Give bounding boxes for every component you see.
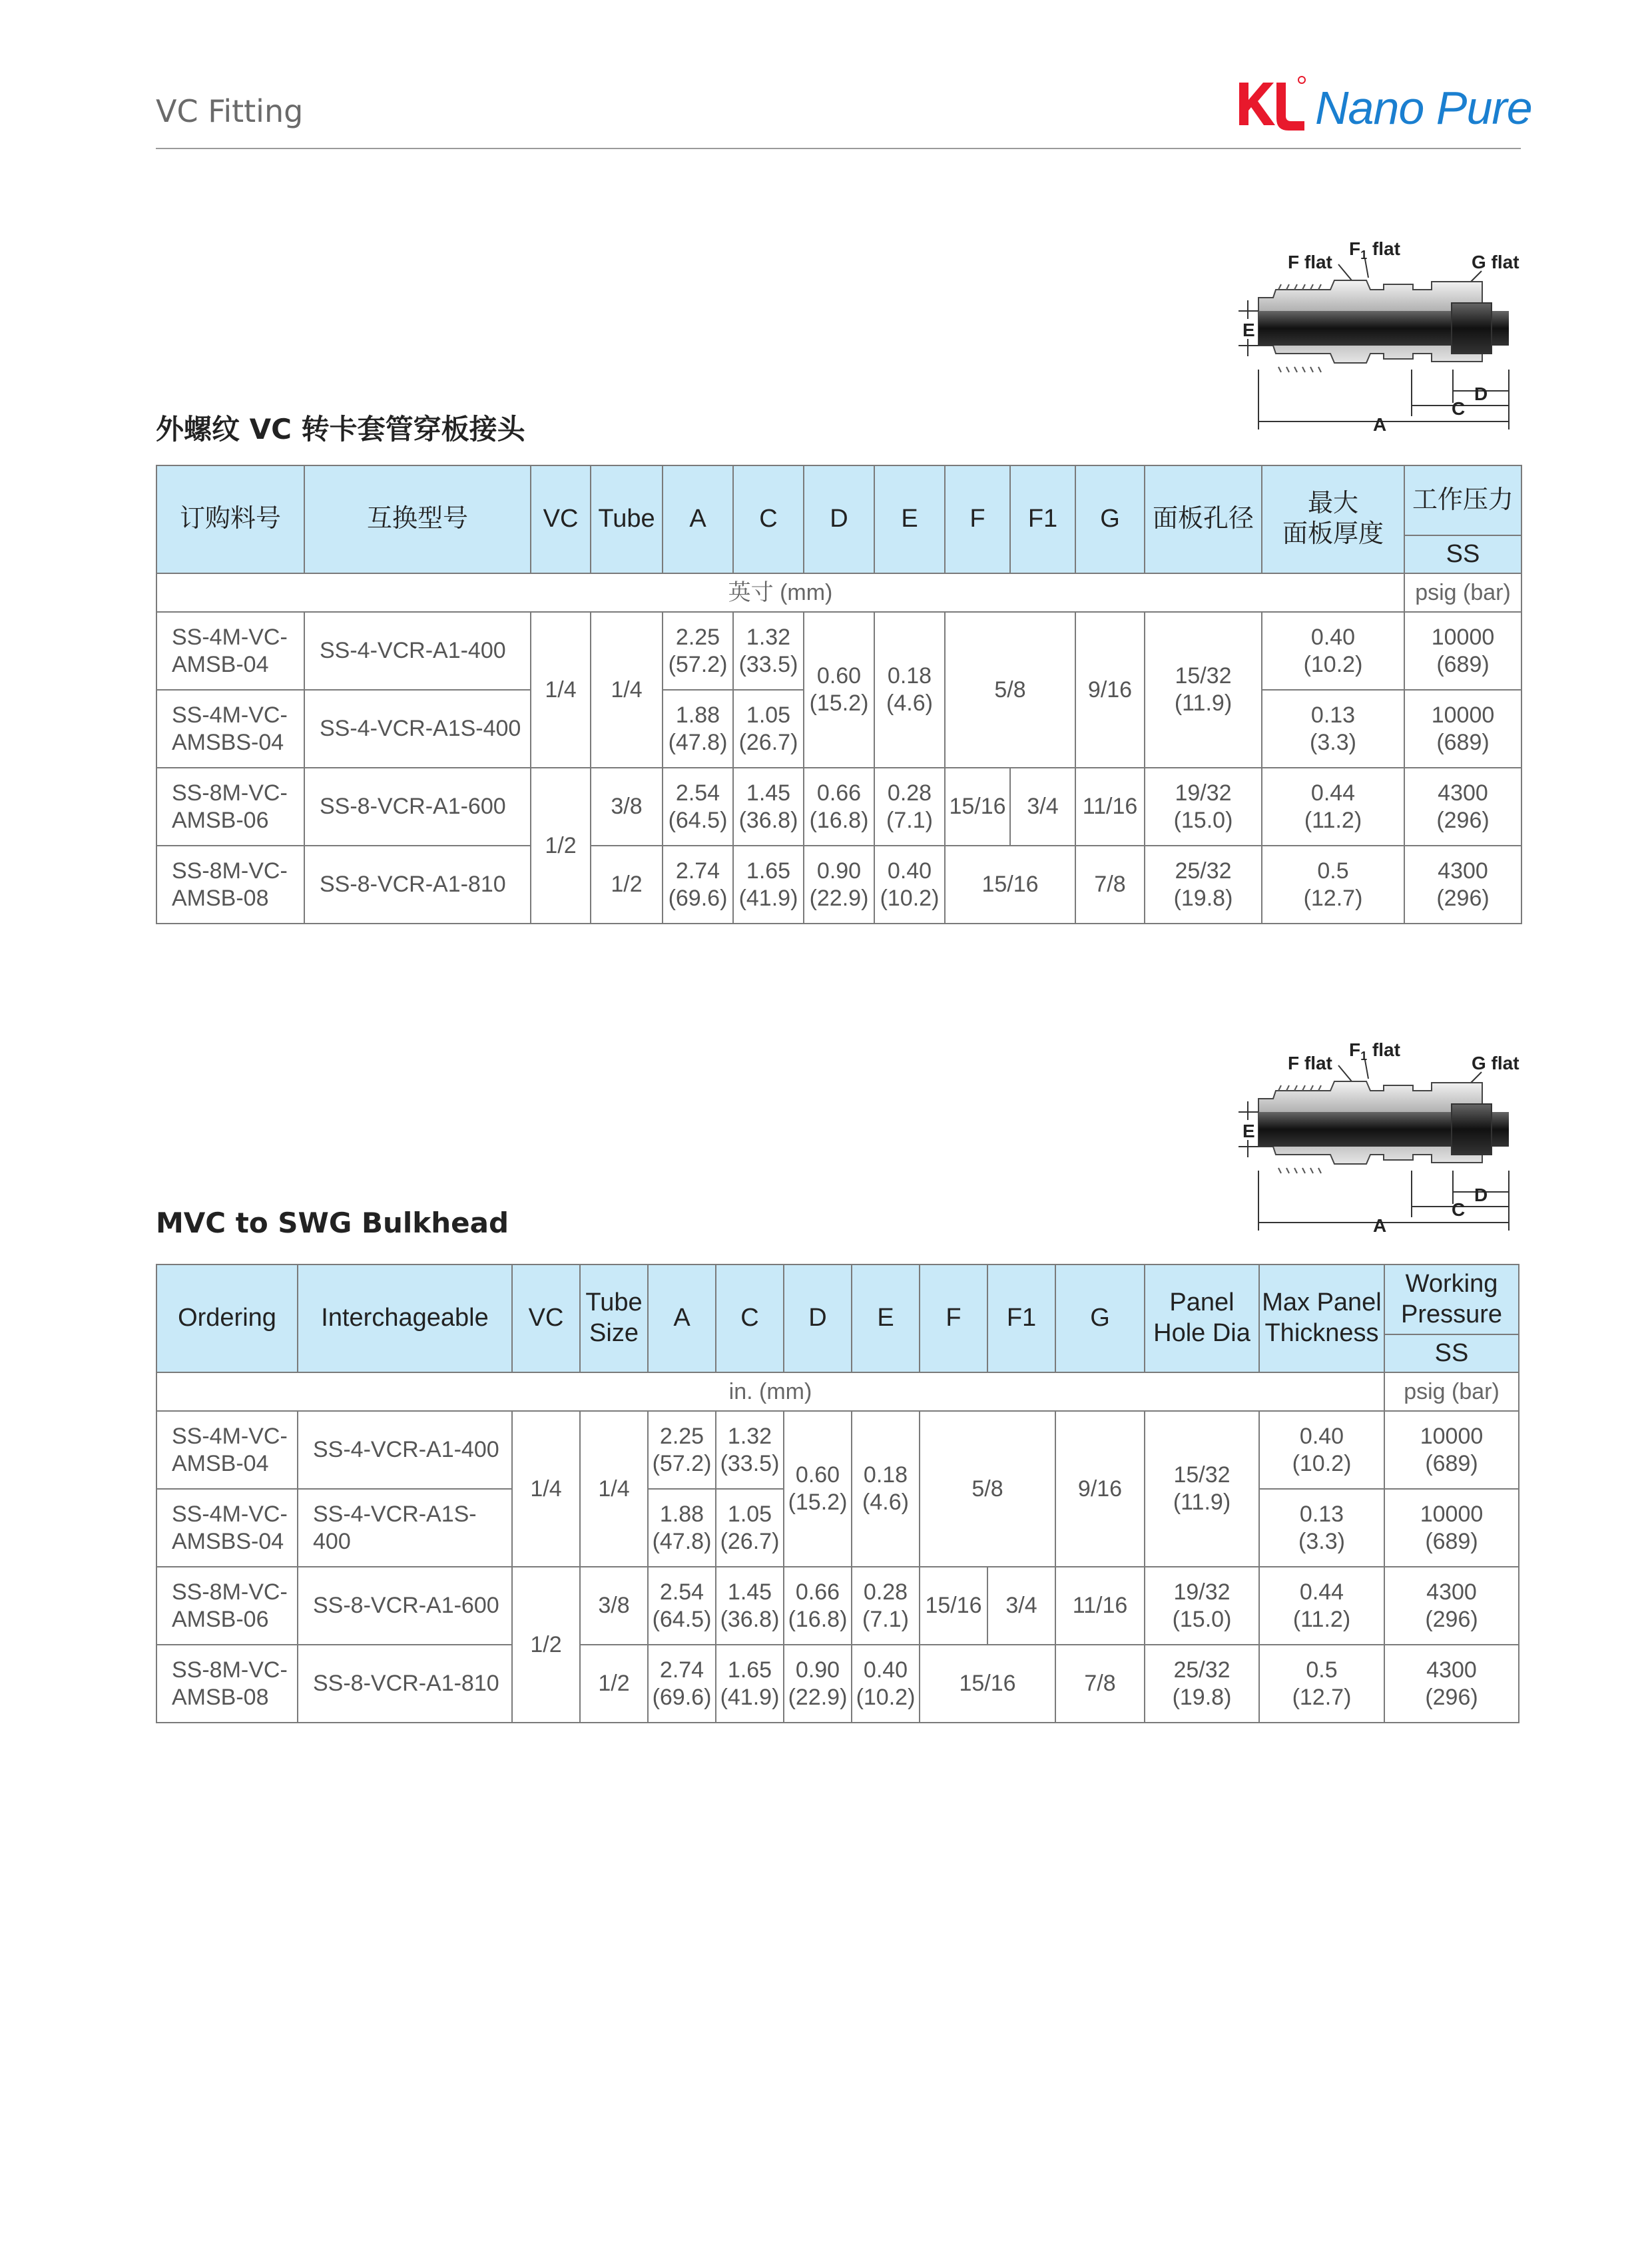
- e-dim-label: E: [1242, 320, 1255, 340]
- col-c: C: [733, 465, 804, 573]
- g-flat-label: G flat: [1472, 1053, 1519, 1073]
- unit-pressure: psig (bar): [1404, 573, 1521, 612]
- col-g: G: [1055, 1264, 1145, 1372]
- col-a: A: [663, 465, 733, 573]
- table-cell: SS-4-VCR-A1-400: [298, 1411, 512, 1489]
- fitting-diagram-1: [1219, 236, 1531, 433]
- table-cell: SS-8M-VC- AMSB-08: [156, 1645, 298, 1723]
- col-c: C: [716, 1264, 784, 1372]
- table-cell: 0.28 (7.1): [874, 768, 945, 846]
- table-cell: 1/4: [512, 1411, 580, 1567]
- table-cell: 1/4: [531, 612, 591, 768]
- col-f: F: [945, 465, 1010, 573]
- col-ss: SS: [1384, 1334, 1519, 1372]
- table-cell: 0.40 (10.2): [1259, 1411, 1384, 1489]
- table-cell: 0.18 (4.6): [852, 1411, 920, 1567]
- spec-table-cn: [156, 465, 1522, 924]
- table-cell: 1.65 (41.9): [716, 1645, 784, 1723]
- col-panel-hole: 面板孔径: [1145, 465, 1262, 573]
- col-working-pressure: Working Pressure: [1384, 1264, 1519, 1334]
- col-ss: SS: [1404, 535, 1521, 573]
- table-cell: 0.66 (16.8): [804, 768, 874, 846]
- table-cell: 4300 (296): [1404, 846, 1521, 924]
- table-cell: 0.5 (12.7): [1259, 1645, 1384, 1723]
- table-cell: 0.40 (10.2): [1262, 612, 1404, 690]
- table-row: [156, 846, 1521, 924]
- col-vc: VC: [512, 1264, 580, 1372]
- table-row: [156, 1411, 1519, 1489]
- table-row: [156, 612, 1521, 690]
- table-cell: 1.45 (36.8): [733, 768, 804, 846]
- table-cell: 15/16: [920, 1645, 1055, 1723]
- table-cell: 1.88 (47.8): [663, 690, 733, 768]
- table-cell: 0.60 (15.2): [784, 1411, 852, 1567]
- table-cell: 0.90 (22.9): [784, 1645, 852, 1723]
- header-divider: [156, 148, 1521, 149]
- table-cell: 15/16: [945, 846, 1075, 924]
- table-cell: 1.45 (36.8): [716, 1567, 784, 1645]
- table-cell: SS-8M-VC- AMSB-06: [156, 1567, 298, 1645]
- table-cell: 3/8: [580, 1567, 648, 1645]
- table-row: [156, 465, 1521, 535]
- table-row: [156, 1645, 1519, 1723]
- e-dim-label: E: [1242, 1121, 1255, 1141]
- table-cell: SS-4M-VC- AMSB-04: [156, 612, 304, 690]
- table-cell: 0.60 (15.2): [804, 612, 874, 768]
- col-tube-size: Tube Size: [580, 1264, 648, 1372]
- f-flat-label: F flat: [1288, 252, 1332, 272]
- table-cell: 2.25 (57.2): [663, 612, 733, 690]
- brand-name: Nano Pure: [1315, 82, 1532, 134]
- a-dim-label: A: [1373, 1215, 1387, 1234]
- fitting-diagram-2: [1219, 1037, 1531, 1234]
- table-cell: 10000 (689): [1384, 1411, 1519, 1489]
- col-f1: F1: [1010, 465, 1075, 573]
- table-cell: SS-4M-VC- AMSBS-04: [156, 1489, 298, 1567]
- col-vc: VC: [531, 465, 591, 573]
- table-cell: 1.05 (26.7): [716, 1489, 784, 1567]
- table-cell: SS-8-VCR-A1-600: [298, 1567, 512, 1645]
- col-e: E: [874, 465, 945, 573]
- col-max-panel: Max Panel Thickness: [1259, 1264, 1384, 1372]
- section-title-en: MVC to SWG Bulkhead: [156, 1207, 509, 1239]
- table-cell: 1/2: [591, 846, 663, 924]
- table-cell: 2.74 (69.6): [648, 1645, 716, 1723]
- table-cell: 4300 (296): [1404, 768, 1521, 846]
- g-flat-label: G flat: [1472, 252, 1519, 272]
- table-row: [156, 768, 1521, 846]
- col-d: D: [804, 465, 874, 573]
- table-cell: 3/8: [591, 768, 663, 846]
- table-cell: 2.25 (57.2): [648, 1411, 716, 1489]
- table-cell: 15/32 (11.9): [1145, 1411, 1259, 1567]
- table-cell: 15/16: [945, 768, 1010, 846]
- table-cell: 1/2: [580, 1645, 648, 1723]
- table-cell: 1.65 (41.9): [733, 846, 804, 924]
- table-cell: SS-4-VCR-A1S-400: [304, 690, 531, 768]
- table-cell: 19/32 (15.0): [1145, 768, 1262, 846]
- col-tube: Tube: [591, 465, 663, 573]
- table-cell: SS-8M-VC- AMSB-08: [156, 846, 304, 924]
- table-cell: 0.13 (3.3): [1259, 1489, 1384, 1567]
- table-cell: 10000 (689): [1384, 1489, 1519, 1567]
- table-cell: 4300 (296): [1384, 1567, 1519, 1645]
- unit-pressure: psig (bar): [1384, 1372, 1519, 1411]
- table-cell: 0.90 (22.9): [804, 846, 874, 924]
- col-ordering: Ordering: [156, 1264, 298, 1372]
- d-dim-label: D: [1474, 384, 1488, 404]
- table-row: [156, 573, 1521, 612]
- f1-flat-label: $F_1$ flat: [1349, 238, 1400, 262]
- f1-flat-label: $F_1$ flat: [1349, 1039, 1400, 1063]
- table-cell: 10000 (689): [1404, 690, 1521, 768]
- table-cell: 3/4: [1010, 768, 1075, 846]
- brand-logo: [1235, 72, 1532, 139]
- kl-logo-icon: [1235, 75, 1308, 135]
- c-dim-label: C: [1452, 398, 1466, 419]
- table-cell: 7/8: [1075, 846, 1145, 924]
- table-cell: 1.05 (26.7): [733, 690, 804, 768]
- table-cell: 15/32 (11.9): [1145, 612, 1262, 768]
- table-cell: 9/16: [1075, 612, 1145, 768]
- table-cell: 19/32 (15.0): [1145, 1567, 1259, 1645]
- unit-row: in. (mm): [156, 1372, 1384, 1411]
- table-cell: 1.88 (47.8): [648, 1489, 716, 1567]
- table-cell: 25/32 (19.8): [1145, 846, 1262, 924]
- col-d: D: [784, 1264, 852, 1372]
- page-title: VC Fitting: [156, 93, 304, 129]
- table-cell: 5/8: [920, 1411, 1055, 1567]
- c-dim-label: C: [1452, 1199, 1466, 1220]
- table-cell: 15/16: [920, 1567, 987, 1645]
- section-title-cn: 外螺纹 VC 转卡套管穿板接头: [156, 413, 525, 445]
- table-row: [156, 1567, 1519, 1645]
- col-e: E: [852, 1264, 920, 1372]
- table-cell: 2.74 (69.6): [663, 846, 733, 924]
- table-cell: SS-4-VCR-A1-400: [304, 612, 531, 690]
- col-max-panel: 最大 面板厚度: [1262, 465, 1404, 573]
- table-cell: 0.40 (10.2): [874, 846, 945, 924]
- table-row: [156, 1264, 1519, 1334]
- table-cell: 0.28 (7.1): [852, 1567, 920, 1645]
- col-f: F: [920, 1264, 987, 1372]
- col-pressure: 工作压力: [1404, 465, 1521, 535]
- table-cell: 2.54 (64.5): [648, 1567, 716, 1645]
- table-cell: SS-8-VCR-A1-810: [304, 846, 531, 924]
- table-cell: 11/16: [1075, 768, 1145, 846]
- table-cell: 7/8: [1055, 1645, 1145, 1723]
- col-interchangeable: Interchageable: [298, 1264, 512, 1372]
- table-cell: SS-4M-VC- AMSBS-04: [156, 690, 304, 768]
- unit-row: 英寸 (mm): [156, 573, 1404, 612]
- col-ordering: 订购料号: [156, 465, 304, 573]
- table-cell: SS-8M-VC- AMSB-06: [156, 768, 304, 846]
- col-f1: F1: [987, 1264, 1055, 1372]
- f-flat-label: F flat: [1288, 1053, 1332, 1073]
- table-cell: 0.66 (16.8): [784, 1567, 852, 1645]
- table-row: [156, 1372, 1519, 1411]
- table-cell: 0.13 (3.3): [1262, 690, 1404, 768]
- table-cell: 0.18 (4.6): [874, 612, 945, 768]
- table-cell: 0.44 (11.2): [1262, 768, 1404, 846]
- table-cell: 1.32 (33.5): [733, 612, 804, 690]
- table-cell: SS-8-VCR-A1-600: [304, 768, 531, 846]
- table-cell: 0.5 (12.7): [1262, 846, 1404, 924]
- col-a: A: [648, 1264, 716, 1372]
- d-dim-label: D: [1474, 1185, 1488, 1205]
- col-panel-hole: Panel Hole Dia: [1145, 1264, 1259, 1372]
- table-cell: 1/4: [580, 1411, 648, 1567]
- table-cell: 1/4: [591, 612, 663, 768]
- table-cell: 5/8: [945, 612, 1075, 768]
- a-dim-label: A: [1373, 414, 1387, 433]
- table-cell: SS-4-VCR-A1S-400: [298, 1489, 512, 1567]
- table-cell: 4300 (296): [1384, 1645, 1519, 1723]
- table-cell: 25/32 (19.8): [1145, 1645, 1259, 1723]
- table-cell: 1/2: [512, 1567, 580, 1723]
- table-cell: 9/16: [1055, 1411, 1145, 1567]
- table-cell: 1/2: [531, 768, 591, 924]
- table-cell: 10000 (689): [1404, 612, 1521, 690]
- table-cell: 0.40 (10.2): [852, 1645, 920, 1723]
- table-cell: 11/16: [1055, 1567, 1145, 1645]
- table-cell: SS-4M-VC- AMSB-04: [156, 1411, 298, 1489]
- table-cell: 0.44 (11.2): [1259, 1567, 1384, 1645]
- table-cell: 1.32 (33.5): [716, 1411, 784, 1489]
- col-g: G: [1075, 465, 1145, 573]
- col-interchangeable: 互换型号: [304, 465, 531, 573]
- table-cell: 3/4: [987, 1567, 1055, 1645]
- table-cell: SS-8-VCR-A1-810: [298, 1645, 512, 1723]
- table-cell: 2.54 (64.5): [663, 768, 733, 846]
- spec-table-en: [156, 1264, 1519, 1723]
